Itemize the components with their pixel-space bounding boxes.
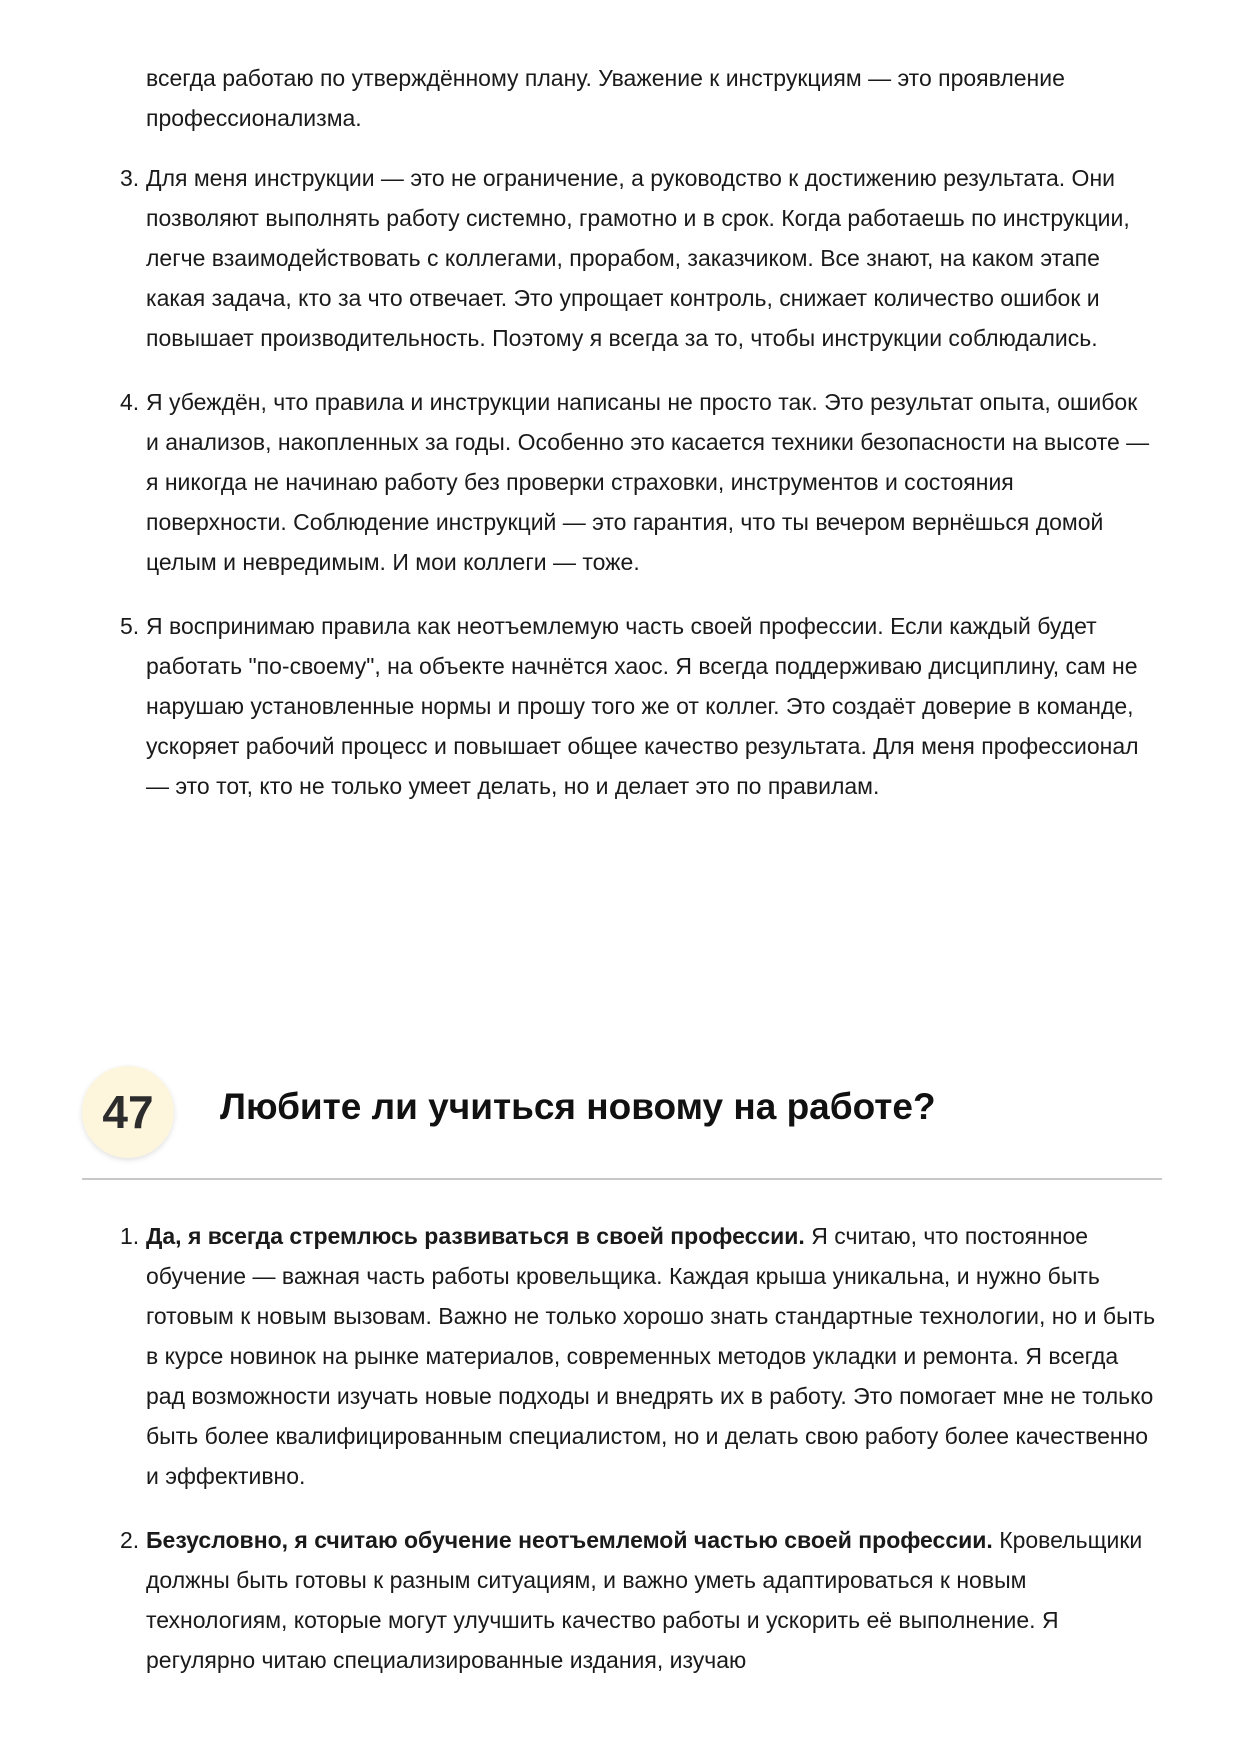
list-item (120, 606, 1156, 806)
list-item-number: 4. (120, 389, 140, 415)
continued-paragraph (146, 58, 1156, 138)
list-item-number: 1. (120, 1223, 140, 1249)
question-number-badge: 47 (82, 1066, 174, 1158)
continued-text: всегда работаю по утверждённому плану. Уважение к инструкциям — это проявление профессионализма. (146, 65, 1065, 131)
question-header (82, 1066, 1162, 1180)
list-item-lead: Да, я всегда стремлюсь развиваться в своей профессии. (146, 1223, 805, 1249)
list-item-text: Я воспринимаю правила как неотъемлемую часть своей профессии. Если каждый будет работать "по-своему", на объекте начнётся хаос. Я всегда поддерживаю дисциплину, сам не нарушаю установленные нормы и прошу того же от коллег. Это создаёт доверие в команде, ускоряет рабочий процесс и повышает общее качество результата. Для меня профессионал — это тот, кто не только умеет делать, но и делает это по правилам. (146, 613, 1139, 799)
list-item-text: Кровельщики должны быть готовы к разным ситуациям, и важно уметь адаптироваться к новым технологиям, которые могут улучшить качество работы и ускорить её выполнение. Я регулярно читаю специализированные издания, изучаю (146, 1527, 1143, 1673)
list-item-lead: Безусловно, я считаю обучение неотъемлемой частью своей профессии. (146, 1527, 993, 1553)
list-item (120, 158, 1156, 358)
list-item-text: Я убеждён, что правила и инструкции написаны не просто так. Это результат опыта, ошибок и анализов, накопленных за годы. Особенно это касается техники безопасности на высоте — я никогда не начинаю работу без проверки страховки, инструментов и состояния поверхности. Соблюдение инструкций — это гарантия, что ты вечером вернёшься домой целым и невредимым. И мои коллеги — тоже. (146, 389, 1150, 575)
answers-list (120, 1216, 1156, 1704)
list-item (120, 382, 1156, 582)
list-item-text: Для меня инструкции — это не ограничение, а руководство к достижению результата. Они позволяют выполнять работу системно, грамотно и в срок. Когда работаешь по инструкции, легче взаимодействовать с коллегами, прорабом, заказчиком. Все знают, на каком этапе какая задача, кто за что отвечает. Это упрощает контроль, снижает количество ошибок и повышает производительность. Поэтому я всегда за то, чтобы инструкции соблюдались. (146, 165, 1130, 351)
question-title: Любите ли учиться новому на работе? (220, 1086, 936, 1127)
list-item-number: 5. (120, 613, 140, 639)
list-item-text: Я считаю, что постоянное обучение — важная часть работы кровельщика. Каждая крыша уникальна, и нужно быть готовым к новым вызовам. Важно не только хорошо знать стандартные технологии, но и быть в курсе новинок на рынке материалов, современных методов укладки и ремонта. Я всегда рад возможности изучать новые подходы и внедрять их в работу. Это помогает мне не только быть более квалифицированным специалистом, но и делать свою работу более качественно и эффективно. (146, 1223, 1156, 1489)
list-item-number: 3. (120, 165, 140, 191)
list-item-number: 2. (120, 1527, 140, 1553)
list-item (120, 1216, 1156, 1496)
list-item (120, 1520, 1156, 1680)
previous-answers-list (120, 158, 1156, 830)
